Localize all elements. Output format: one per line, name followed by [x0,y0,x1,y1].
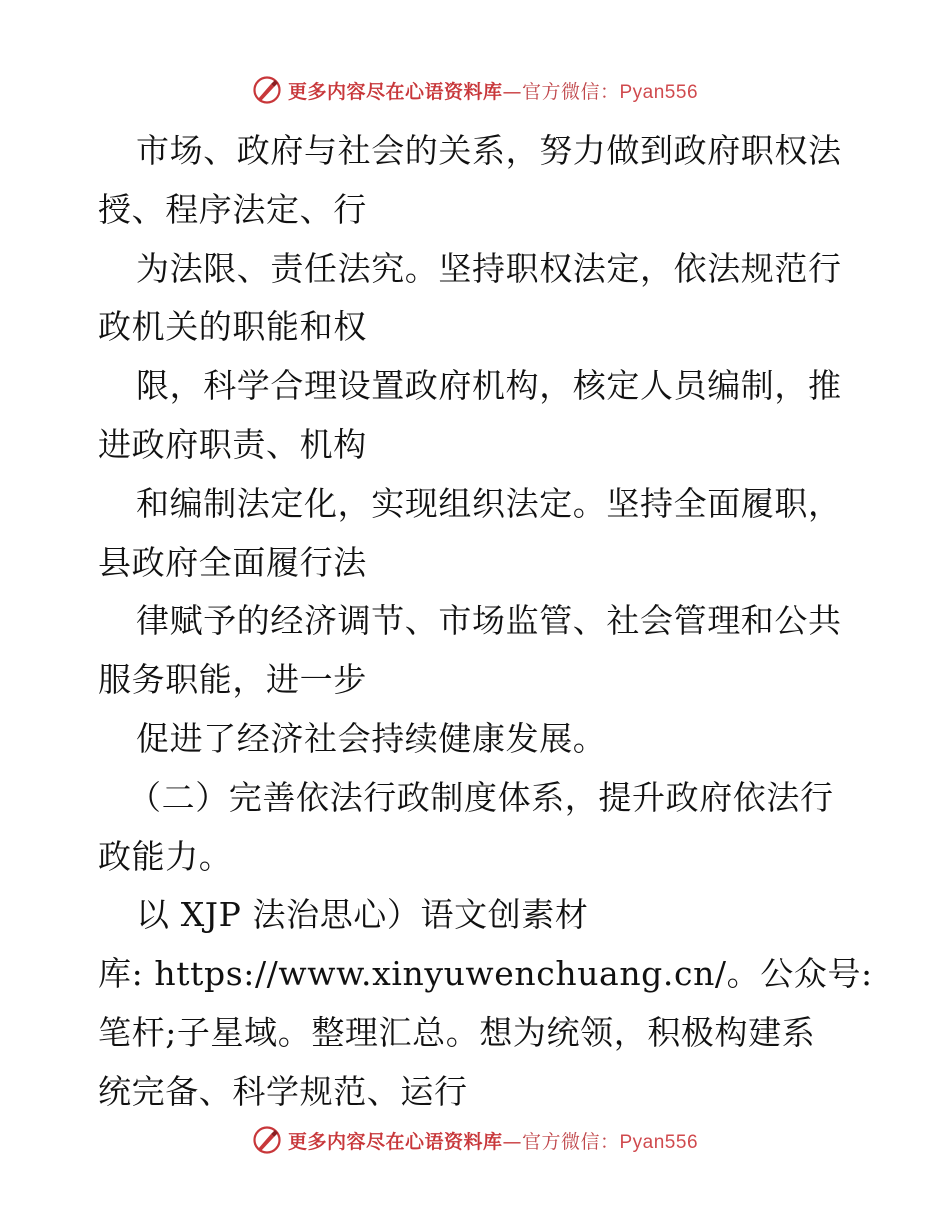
body-line: 县政府全面履行法 [98,542,367,582]
pen-logo-icon [252,1125,282,1155]
body-line: 限，科学合理设置政府机构，核定人员编制，推 [136,366,842,406]
body-line: 律赋予的经济调节、市场监管、社会管理和公共 [136,601,842,641]
footer-banner [0,1120,950,1160]
footer-banner-text [288,1127,698,1154]
body-line: 笔杆;子星域。整理汇总。想为统领，积极构建系 [98,1012,816,1052]
body-line: 促进了经济社会持续健康发展。 [136,718,607,758]
section-heading: （二）完善依法行政制度体系，提升政府依法行 [128,777,834,817]
body-line: 统完备、科学规范、运行 [98,1071,468,1111]
footer-banner-wechat-id: Pyan556 [619,1131,699,1153]
body-line: 进政府职责、机构 [98,424,367,464]
body-line: 服务职能，进一步 [98,660,367,700]
header-banner [0,70,950,110]
header-banner-main: 更多内容尽在心语资料库 [287,80,503,103]
footer-banner-label: 官方微信： [521,1130,620,1153]
body-line: 为法限、责任法究。坚持职权法定，依法规范行 [136,248,842,288]
footer-banner-main: 更多内容尽在心语资料库 [287,1130,503,1153]
body-line: 授、程序法定、行 [98,189,367,229]
header-banner-label: 官方微信： [521,80,620,103]
body-line: 市场、政府与社会的关系，努力做到政府职权法 [136,131,842,170]
body-line: 以 XJP 法治思心）语文创素材 [136,895,589,935]
pen-logo-icon [252,75,282,105]
body-line: 库: https://www.xinyuwenchuang.cn/。公众号: [98,954,873,994]
header-banner-separator: — [502,80,522,103]
document-body [98,122,873,1122]
body-line: 和编制法定化，实现组织法定。坚持全面履职， [136,483,842,523]
header-banner-wechat-id: Pyan556 [619,81,699,103]
body-line: 政机关的职能和权 [98,307,367,347]
footer-banner-separator: — [502,1130,522,1153]
header-banner-text [288,77,698,104]
body-line: 政能力。 [98,836,233,876]
